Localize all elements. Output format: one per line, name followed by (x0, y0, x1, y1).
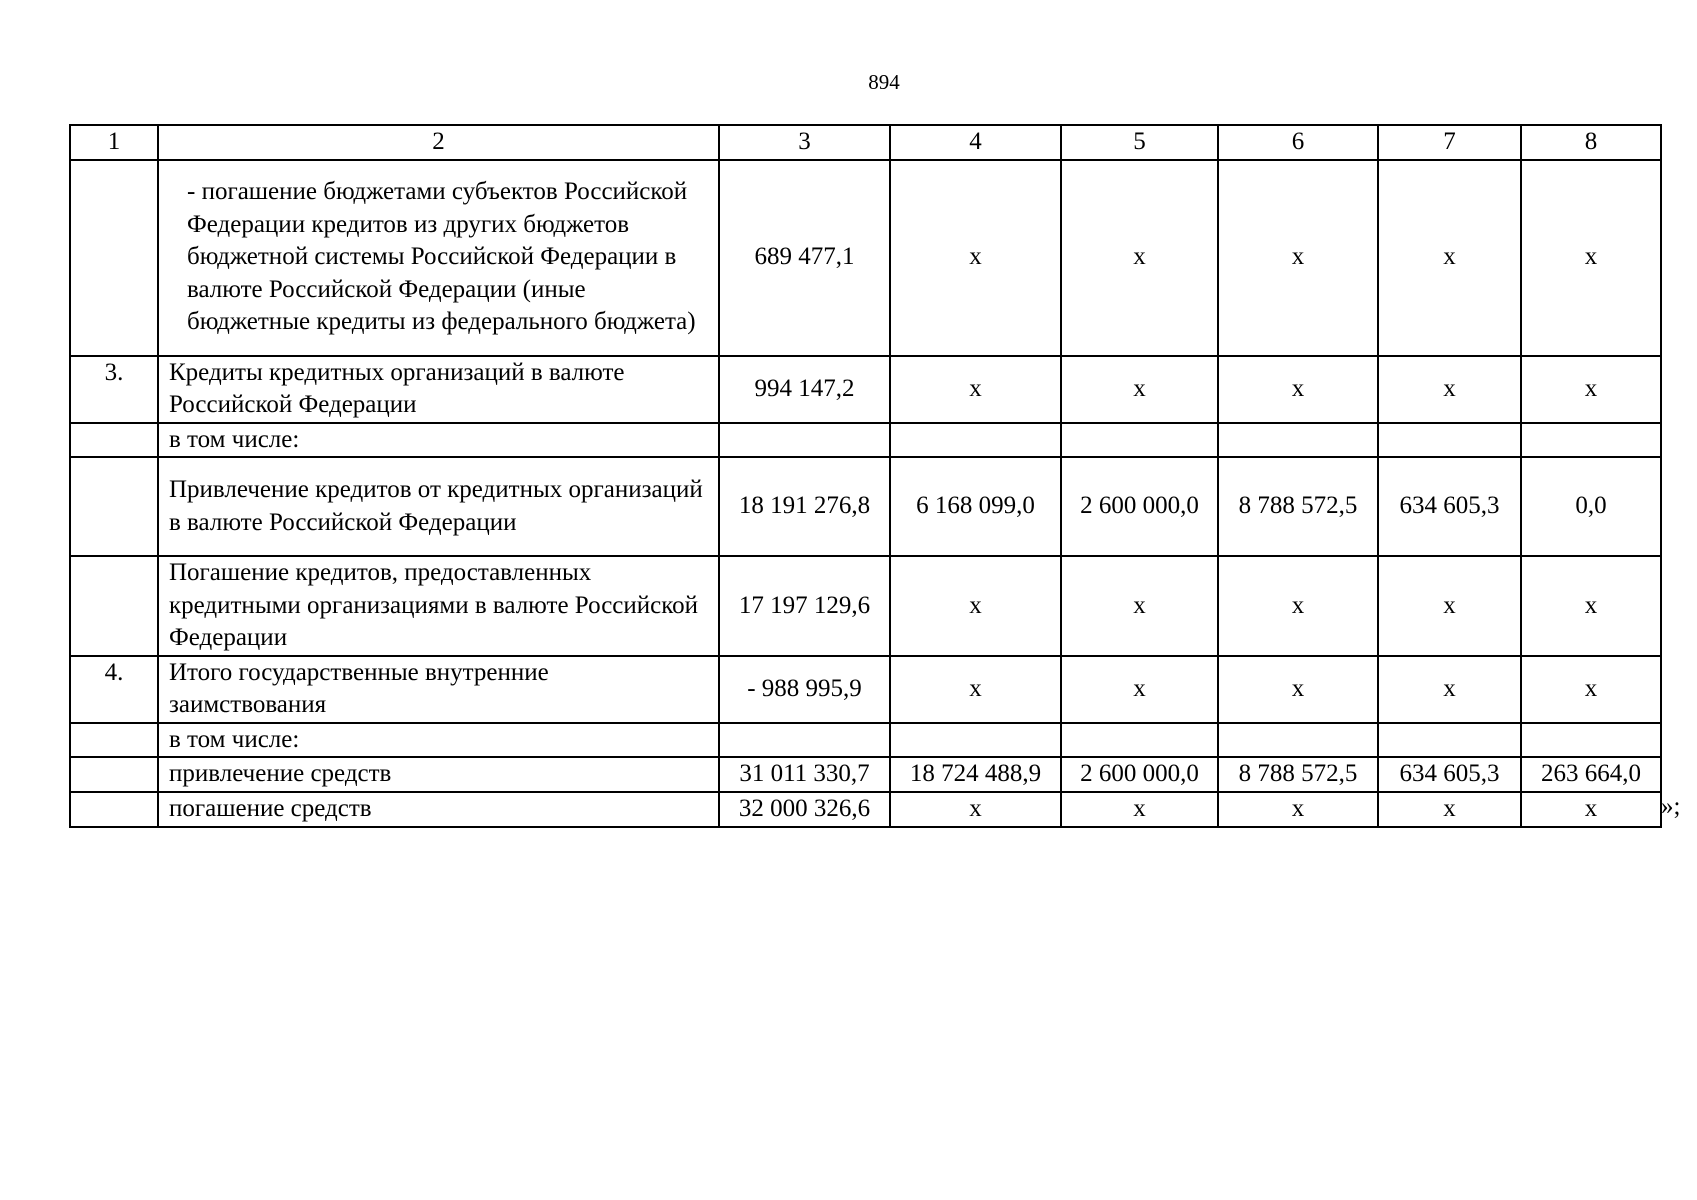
value-cell: x (1061, 356, 1218, 423)
value-cell: 18 191 276,8 (719, 457, 890, 556)
table-row (70, 656, 1661, 723)
value-cell (890, 423, 1061, 458)
value-cell (1061, 423, 1218, 458)
value-cell (1521, 423, 1661, 458)
value-cell (719, 423, 890, 458)
table-row (70, 556, 1661, 656)
row-description: в том числе: (158, 723, 719, 758)
value-cell: 689 477,1 (719, 160, 890, 356)
table-header-row (70, 125, 1661, 160)
value-cell: 32 000 326,6 (719, 792, 890, 827)
value-cell: x (890, 792, 1061, 827)
row-description: погашение средств (158, 792, 719, 827)
value-cell: x (890, 356, 1061, 423)
column-header: 1 (70, 125, 158, 160)
row-number (70, 556, 158, 656)
row-description: Кредиты кредитных организаций в валюте Российской Федерации (158, 356, 719, 423)
value-cell: 8 788 572,5 (1218, 757, 1378, 792)
value-cell: 8 788 572,5 (1218, 457, 1378, 556)
row-number (70, 160, 158, 356)
value-cell: x (890, 160, 1061, 356)
value-cell: x (1378, 356, 1521, 423)
value-cell: 17 197 129,6 (719, 556, 890, 656)
borrowing-table (69, 124, 1662, 828)
value-cell: x (1061, 160, 1218, 356)
table-row (70, 356, 1661, 423)
column-header: 6 (1218, 125, 1378, 160)
row-description: Итого государственные внутренние заимствования (158, 656, 719, 723)
column-header: 7 (1378, 125, 1521, 160)
value-cell: x (890, 556, 1061, 656)
row-number (70, 792, 158, 827)
table-row (70, 457, 1661, 556)
value-cell: x (890, 656, 1061, 723)
value-cell: x (1521, 356, 1661, 423)
table-row (70, 757, 1661, 792)
value-cell: 634 605,3 (1378, 457, 1521, 556)
table-row (70, 160, 1661, 356)
value-cell: x (1218, 656, 1378, 723)
value-cell: x (1378, 160, 1521, 356)
row-number (70, 423, 158, 458)
value-cell: 994 147,2 (719, 356, 890, 423)
column-header: 8 (1521, 125, 1661, 160)
row-description: Привлечение кредитов от кредитных организаций в валюте Российской Федерации (158, 457, 719, 556)
value-cell: 6 168 099,0 (890, 457, 1061, 556)
row-number (70, 457, 158, 556)
row-number (70, 757, 158, 792)
value-cell: 263 664,0 (1521, 757, 1661, 792)
closing-quote-mark: »; (1661, 793, 1681, 820)
table-row (70, 723, 1661, 758)
row-number: 3. (70, 356, 158, 423)
value-cell: 2 600 000,0 (1061, 457, 1218, 556)
value-cell: x (1378, 556, 1521, 656)
column-header: 3 (719, 125, 890, 160)
page-number: 894 (868, 70, 900, 94)
value-cell: - 988 995,9 (719, 656, 890, 723)
value-cell: x (1061, 656, 1218, 723)
column-header: 2 (158, 125, 719, 160)
value-cell: 634 605,3 (1378, 757, 1521, 792)
value-cell (1218, 423, 1378, 458)
row-description: привлечение средств (158, 757, 719, 792)
value-cell (719, 723, 890, 758)
value-cell (1061, 723, 1218, 758)
value-cell: x (1521, 160, 1661, 356)
table-row (70, 792, 1661, 827)
row-number: 4. (70, 656, 158, 723)
value-cell (890, 723, 1061, 758)
column-header: 4 (890, 125, 1061, 160)
value-cell: x (1061, 556, 1218, 656)
value-cell: x (1521, 656, 1661, 723)
value-cell: x (1218, 356, 1378, 423)
row-description: - погашение бюджетами субъектов Российской Федерации кредитов из других бюджетов бюджетной системы Российской Федерации в валюте Российской Федерации (иные бюджетные кредиты из федерального бюджета) (158, 160, 719, 356)
value-cell (1378, 723, 1521, 758)
value-cell (1521, 723, 1661, 758)
value-cell: x (1378, 792, 1521, 827)
value-cell (1218, 723, 1378, 758)
value-cell: x (1218, 556, 1378, 656)
table-row (70, 423, 1661, 458)
value-cell: 18 724 488,9 (890, 757, 1061, 792)
value-cell: x (1521, 792, 1661, 827)
row-description: Погашение кредитов, предоставленных кредитными организациями в валюте Российской Федерации (158, 556, 719, 656)
value-cell: 31 011 330,7 (719, 757, 890, 792)
row-description: в том числе: (158, 423, 719, 458)
value-cell: x (1521, 556, 1661, 656)
row-number (70, 723, 158, 758)
value-cell: x (1218, 792, 1378, 827)
value-cell: 2 600 000,0 (1061, 757, 1218, 792)
value-cell: x (1061, 792, 1218, 827)
value-cell: x (1218, 160, 1378, 356)
value-cell: 0,0 (1521, 457, 1661, 556)
value-cell: x (1378, 656, 1521, 723)
column-header: 5 (1061, 125, 1218, 160)
value-cell (1378, 423, 1521, 458)
